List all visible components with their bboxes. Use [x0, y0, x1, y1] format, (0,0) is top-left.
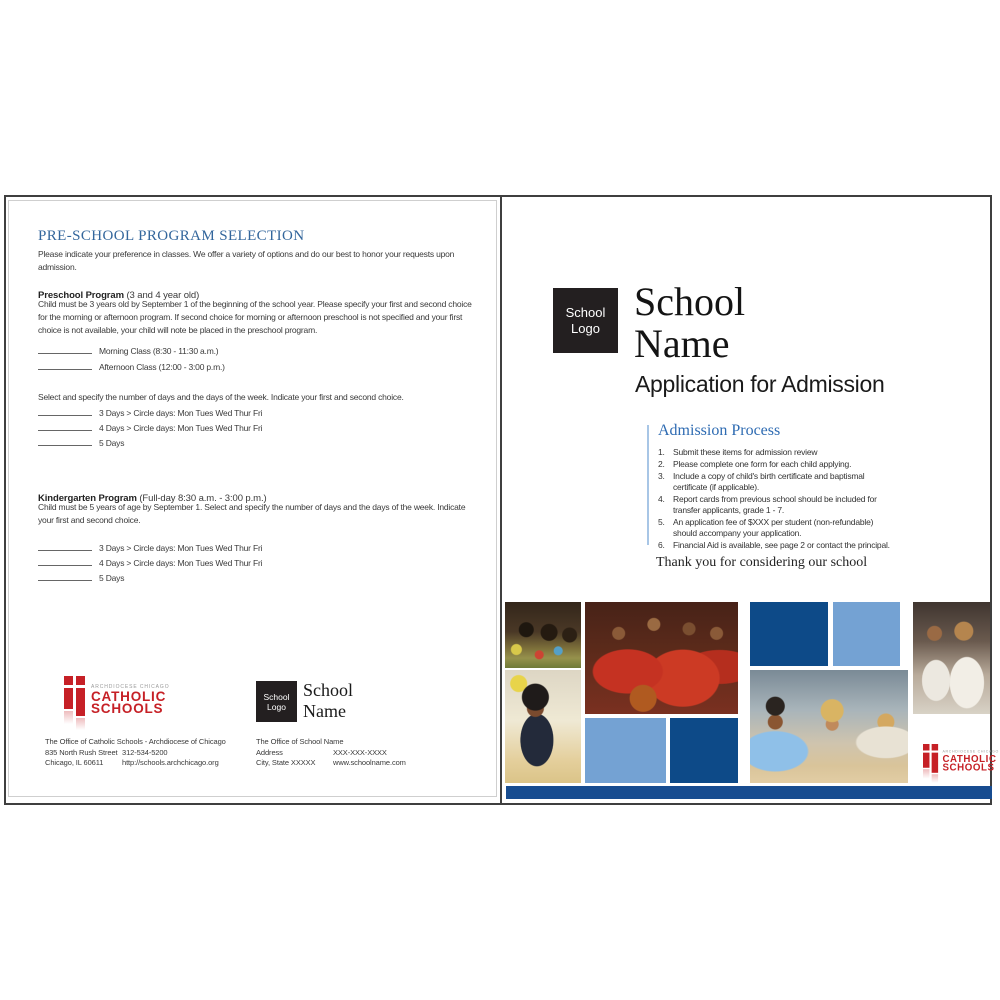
- kindergarten-3days-option: [38, 543, 262, 553]
- kindergarten-title-bold: Kindergarten Program: [38, 493, 137, 504]
- logo-cross-square-icon: [932, 744, 938, 750]
- item-text: Include a copy of child's birth certificate and baptismal certificate (if applicable).: [673, 471, 865, 492]
- preschool-program-title-bold: Preschool Program: [38, 290, 124, 301]
- catholic-schools-logo: [64, 676, 234, 736]
- fill-in-line: [38, 346, 92, 354]
- catholic-city: Chicago, IL 60611: [45, 758, 104, 767]
- catholic-contact-row2: [45, 758, 219, 768]
- photo-classroom: [505, 602, 581, 668]
- fill-in-line: [38, 558, 92, 566]
- school-name-footer: [303, 680, 353, 722]
- cover-school-name-line1: School: [634, 279, 746, 324]
- catholic-contact-row1: [45, 748, 168, 758]
- catholic-office-line: The Office of Catholic Schools - Archdiocese of Chicago: [45, 737, 226, 746]
- afternoon-class-label: Afternoon Class (12:00 - 3:00 p.m.): [99, 362, 225, 372]
- preschool-3days-option: [38, 408, 262, 418]
- catholic-street: 835 North Rush Street: [45, 748, 118, 757]
- catholic-schools-logo-small: [923, 744, 1000, 787]
- item-number: 2.: [658, 459, 665, 469]
- schools-word: SCHOOLS: [91, 700, 164, 716]
- school-address-line1: Address: [256, 748, 283, 757]
- afternoon-class-option: [38, 362, 225, 372]
- preschool-4days-label: 4 Days > Circle days: Mon Tues Wed Thur Fri: [99, 423, 263, 433]
- item-text: Please complete one form for each child applying.: [673, 459, 852, 469]
- school-name-footer-line2: Name: [303, 701, 346, 721]
- photo-two-boys: [913, 602, 990, 714]
- catholic-word: CATHOLIC: [91, 689, 167, 704]
- logo-reflection: [64, 711, 73, 724]
- preschool-3days-label: 3 Days > Circle days: Mon Tues Wed Thur Fri: [99, 408, 263, 418]
- morning-class-option: [38, 346, 218, 356]
- logo-cross-square-icon: [64, 676, 73, 685]
- logo-reflection: [923, 769, 929, 778]
- logo-cross-bar-icon: [923, 753, 929, 768]
- catholic-schools-wordmark: [942, 750, 999, 772]
- light-blue-tile: [833, 602, 900, 666]
- catholic-phone: 312-534-5200: [122, 748, 168, 757]
- admission-accent-rule: [647, 425, 649, 545]
- schools-word: SCHOOLS: [942, 761, 995, 773]
- admission-item: [658, 447, 894, 458]
- logo-cross-bar-icon: [932, 753, 938, 773]
- cover-bottom-accent-bar: [506, 786, 992, 799]
- cover-school-name: [634, 281, 745, 365]
- fill-in-line: [38, 362, 92, 370]
- photo-three-kids: [750, 670, 908, 783]
- fill-in-line: [38, 543, 92, 551]
- fill-in-line: [38, 438, 92, 446]
- cover-school-name-line2: Name: [634, 321, 730, 366]
- fill-in-line: [38, 423, 92, 431]
- item-text: Report cards from previous school should be included for transfer applicants, grade 1 - 7.: [673, 494, 877, 515]
- school-contact-row2: [256, 758, 406, 768]
- school-logo-text-line2: Logo: [267, 701, 286, 712]
- thank-you-line: Thank you for considering our school: [656, 555, 868, 570]
- cover-photo-collage: [505, 602, 999, 783]
- school-office-line: The Office of School Name: [256, 737, 344, 746]
- kindergarten-5days-option: [38, 573, 124, 583]
- kindergarten-5days-label: 5 Days: [99, 573, 125, 583]
- logo-reflection: [76, 718, 85, 730]
- photo-red-shirts: [585, 602, 738, 714]
- archdiocese-label: ARCHDIOCESE CHICAGO: [942, 749, 999, 755]
- cover-logo-text-line2: Logo: [571, 320, 600, 336]
- school-logo-placeholder-cover: [553, 288, 618, 353]
- preschool-program-title-suffix: (3 and 4 year old): [123, 290, 200, 301]
- selection-intro-text: Please indicate your preference in classes. We offer a variety of options and do our best to honor your requests upon admission.: [38, 249, 455, 272]
- school-website: www.schoolname.com: [333, 758, 406, 767]
- school-contact-row1: [256, 748, 387, 758]
- kindergarten-4days-option: [38, 558, 262, 568]
- preschool-5days-label: 5 Days: [99, 438, 125, 448]
- photo-girl-desk: [505, 670, 581, 783]
- logo-cross-square-icon: [76, 676, 85, 685]
- fill-in-line: [38, 408, 92, 416]
- logo-cross-bar-icon: [64, 688, 73, 709]
- catholic-schools-wordmark: [91, 684, 170, 714]
- logo-cross-bar-icon: [76, 688, 85, 716]
- admission-item: [658, 459, 894, 470]
- brochure-spread: [4, 195, 999, 805]
- catholic-word: CATHOLIC: [942, 753, 997, 765]
- school-logo-placeholder-small: [256, 681, 297, 722]
- admission-item: [658, 517, 894, 539]
- school-name-footer-line1: School: [303, 680, 354, 700]
- kindergarten-program-body: Child must be 5 years of age by September 1. Select and specify the number of days and the days of the week. Indicate your first and second choice.: [38, 502, 466, 525]
- days-prompt-text: Select and specify the number of days and the days of the week. Indicate your first and second choice.: [38, 392, 404, 402]
- item-text: Submit these items for admission review: [673, 447, 818, 457]
- item-text: Financial Aid is available, see page 2 or contact the principal.: [673, 540, 890, 550]
- admission-item: [658, 540, 894, 551]
- item-number: 6.: [658, 540, 665, 550]
- item-number: 5.: [658, 517, 665, 527]
- admission-process-list: [658, 447, 894, 552]
- kindergarten-4days-label: 4 Days > Circle days: Mon Tues Wed Thur Fri: [99, 558, 263, 568]
- preschool-selection-heading: PRE-SCHOOL PROGRAM SELECTION: [38, 228, 305, 244]
- logo-cross-square-icon: [923, 744, 929, 750]
- catholic-website: http://schools.archchicago.org: [122, 758, 219, 767]
- morning-class-label: Morning Class (8:30 - 11:30 a.m.): [99, 346, 219, 356]
- cover-logo-text-line1: School: [565, 304, 606, 320]
- school-phone: XXX-XXX-XXXX: [333, 748, 387, 757]
- admission-item: [658, 471, 894, 493]
- application-for-admission-subtitle: Application for Admission: [635, 371, 885, 397]
- item-number: 3.: [658, 471, 665, 481]
- light-blue-tile: [585, 718, 666, 783]
- admission-item: [658, 494, 894, 516]
- item-text: An application fee of $XXX per student (non-refundable) should accompany your application.: [673, 517, 874, 538]
- preschool-4days-option: [38, 423, 262, 433]
- archdiocese-label: ARCHDIOCESE CHICAGO: [91, 684, 170, 690]
- item-number: 4.: [658, 494, 665, 504]
- admission-process-heading: Admission Process: [658, 422, 781, 439]
- dark-blue-tile: [750, 602, 828, 666]
- kindergarten-title-suffix: (Full-day 8:30 a.m. - 3:00 p.m.): [136, 493, 267, 504]
- school-address-line2: City, State XXXXX: [256, 758, 316, 767]
- center-fold-line: [500, 197, 502, 803]
- preschool-5days-option: [38, 438, 124, 448]
- kindergarten-3days-label: 3 Days > Circle days: Mon Tues Wed Thur Fri: [99, 543, 263, 553]
- fill-in-line: [38, 573, 92, 581]
- logo-reflection: [932, 774, 938, 783]
- dark-blue-tile: [670, 718, 738, 783]
- school-logo-text-line1: School: [263, 691, 290, 702]
- item-number: 1.: [658, 447, 665, 457]
- preschool-program-body: Child must be 3 years old by September 1 of the beginning of the school year. Please specify your first and second choice for the morning or afternoon program. If second choice for morning or afternoon preschool is not specified and your first choice is not available, your child will note be placed in the preschool program.: [38, 299, 472, 335]
